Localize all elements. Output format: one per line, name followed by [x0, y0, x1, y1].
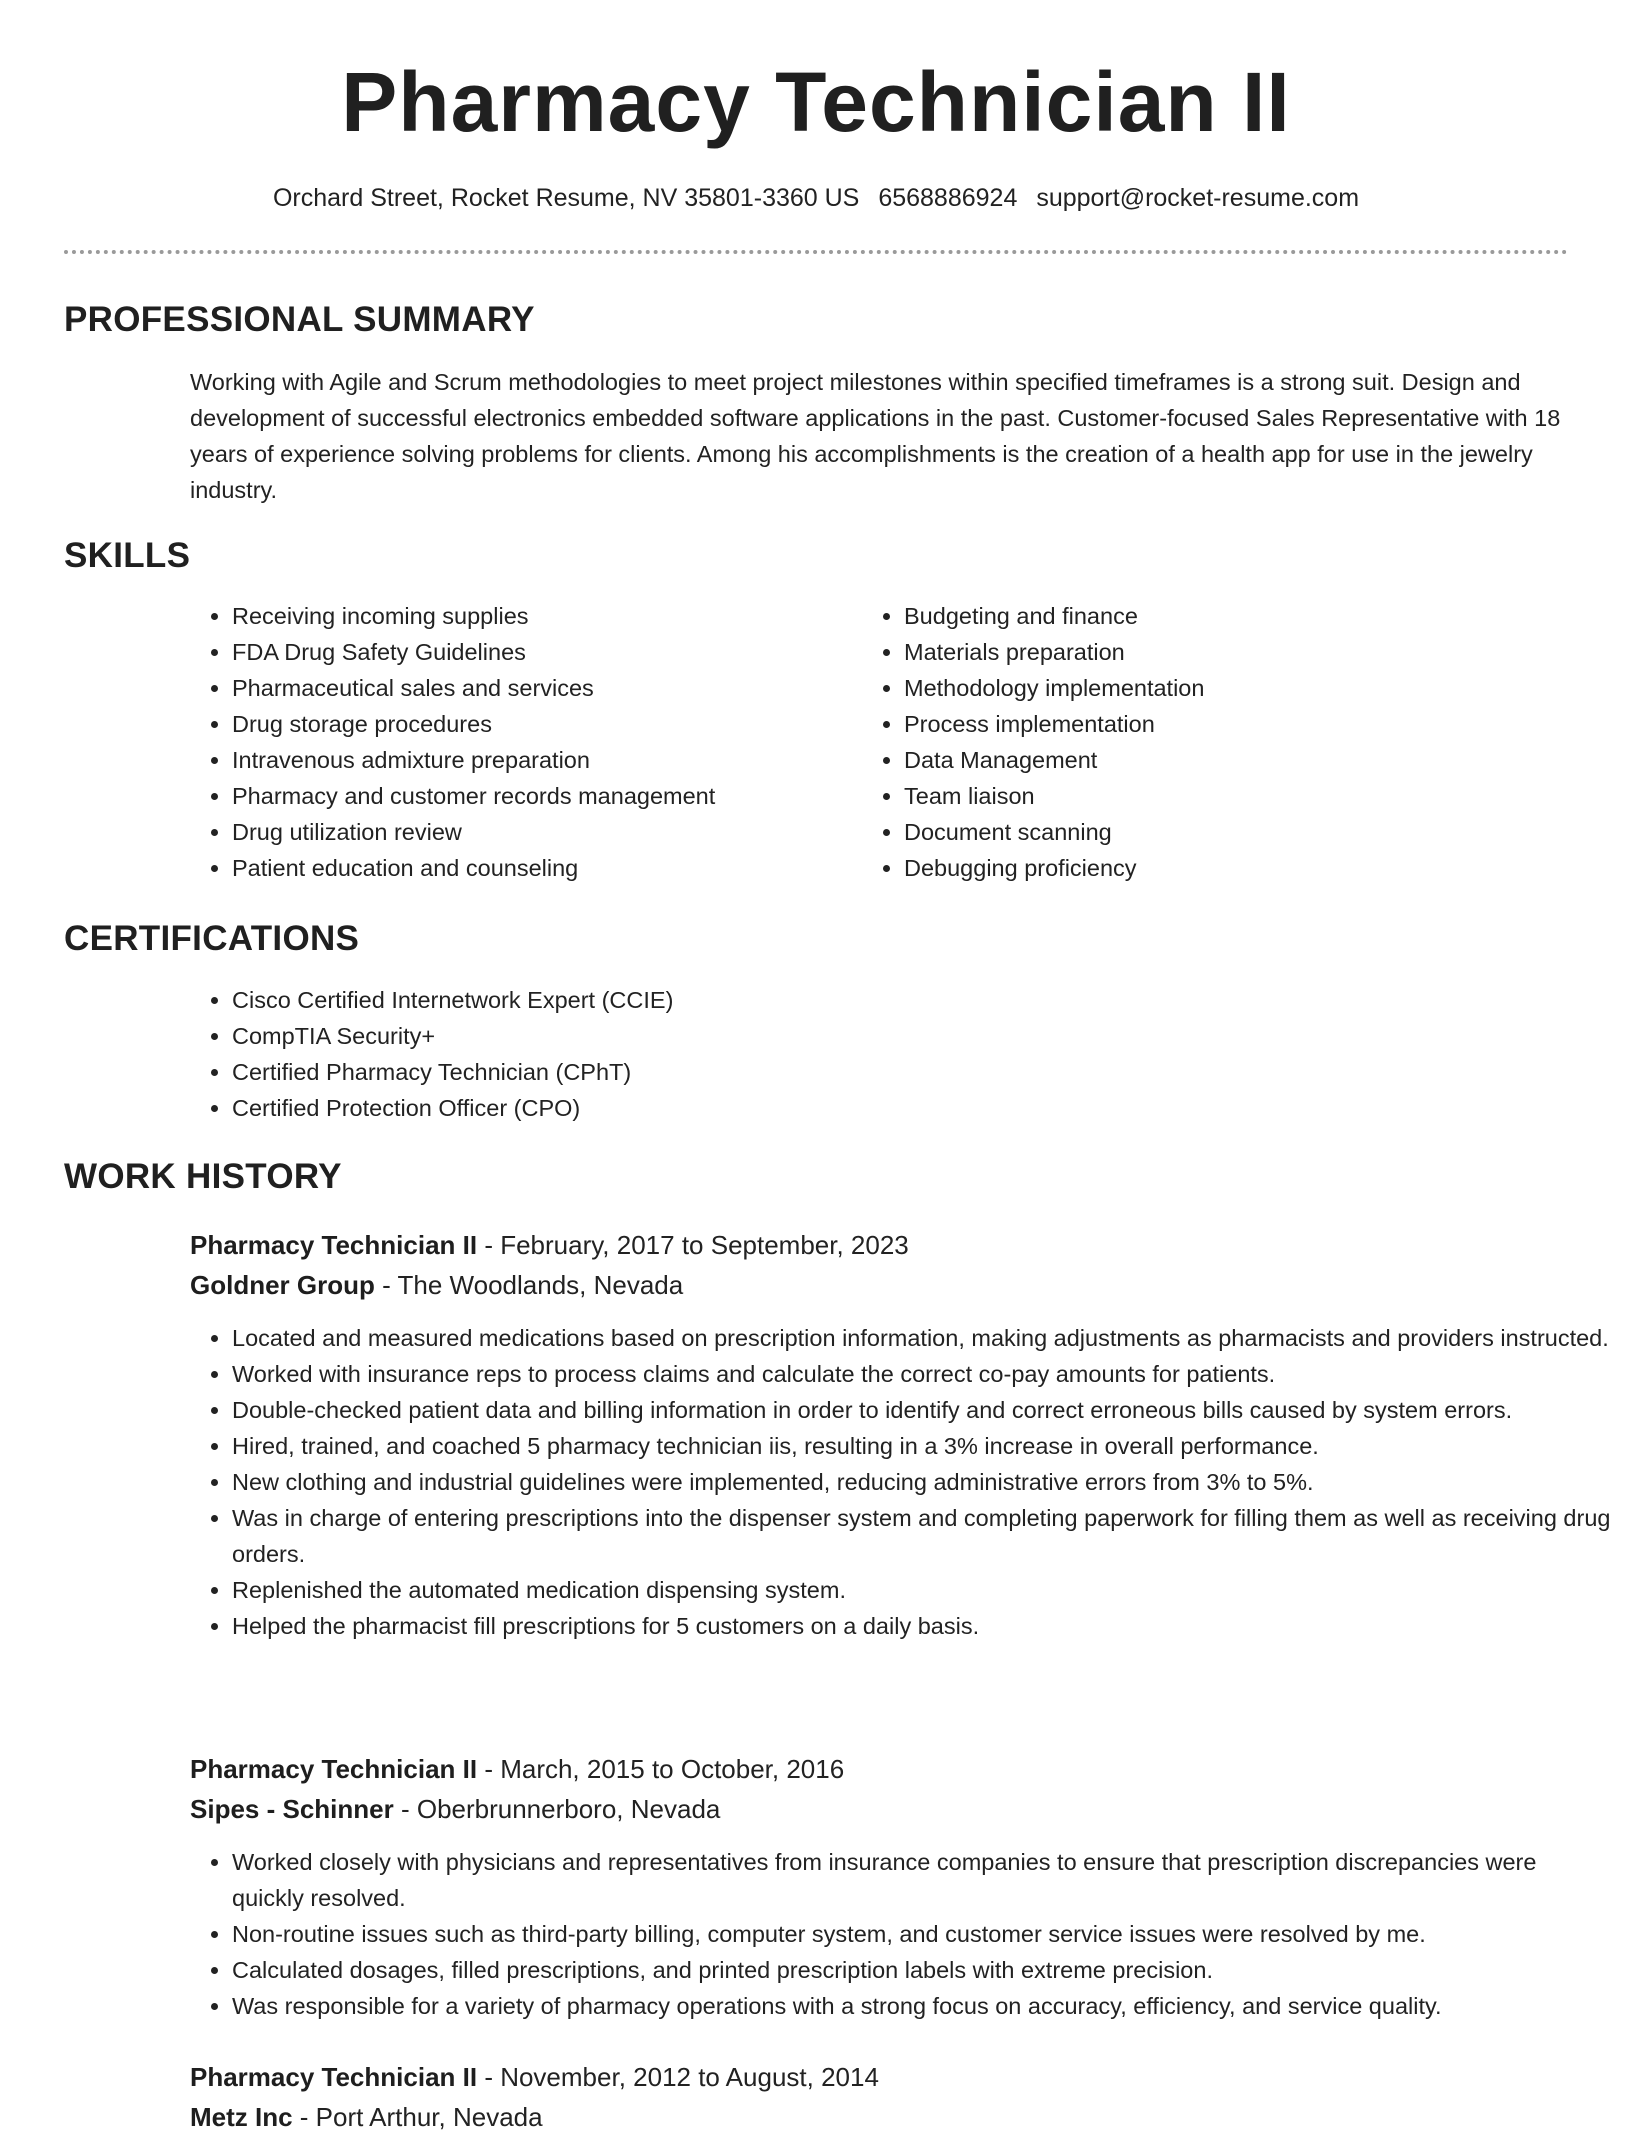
- job-bullets: [188, 1844, 1614, 2024]
- job-location: - Oberbrunnerboro, Nevada: [393, 1794, 721, 1824]
- summary-heading: PROFESSIONAL SUMMARY: [64, 300, 535, 339]
- job-location: - The Woodlands, Nevada: [374, 1270, 684, 1300]
- list-item: • Receiving incoming supplies: [232, 598, 852, 634]
- summary-text: Working with Agile and Scrum methodologies to meet project milestones within specified timeframes is a strong suit. Design and development of successful electronics embedded software applications in the past. Customer-focused Sales Representative with 18 years of experience solving problems for clients. Among his accomplishments is the creation of a health app for use in the jewelry industry.: [190, 369, 1561, 503]
- list-item: • Was in charge of entering prescriptions into the dispenser system and completing paperwork for filling them as well as receiving drug orders.: [232, 1500, 1614, 1572]
- skills-list-left: [188, 598, 852, 886]
- job-company: Metz Inc: [190, 2102, 293, 2132]
- job-bullets: [188, 1320, 1614, 1644]
- list-item: • Located and measured medications based on prescription information, making adjustments as pharmacists and providers instructed.: [232, 1320, 1614, 1356]
- list-item: • Was responsible for a variety of pharmacy operations with a strong focus on accuracy, efficiency, and service quality.: [232, 1988, 1614, 2024]
- list-item: • CompTIA Security+: [232, 1018, 1612, 1054]
- job-company-line: [190, 1789, 720, 1829]
- list-item: • Patient education and counseling: [232, 850, 852, 886]
- list-item: • Intravenous admixture preparation: [232, 742, 852, 778]
- list-item: • Drug utilization review: [232, 814, 852, 850]
- job-dates: - March, 2015 to October, 2016: [477, 1754, 845, 1784]
- job-title-line: [190, 1225, 909, 1265]
- skills-heading: SKILLS: [64, 536, 191, 575]
- list-item: • Worked with insurance reps to process claims and calculate the correct co-pay amounts for patients.: [232, 1356, 1614, 1392]
- job-location: - Port Arthur, Nevada: [292, 2102, 543, 2132]
- list-item: • Document scanning: [904, 814, 1524, 850]
- list-item: • Pharmaceutical sales and services: [232, 670, 852, 706]
- contact-email: support@rocket-resume.com: [1036, 184, 1360, 212]
- job-dates: - November, 2012 to August, 2014: [477, 2062, 879, 2092]
- job-company-line: [190, 2097, 543, 2137]
- job-title-line: [190, 1749, 844, 1789]
- contact-address: Orchard Street, Rocket Resume, NV 35801-3360 US: [272, 184, 860, 212]
- job-company-line: [190, 1265, 683, 1305]
- list-item: • Cisco Certified Internetwork Expert (CCIE): [232, 982, 1612, 1018]
- list-item: • Replenished the automated medication dispensing system.: [232, 1572, 1614, 1608]
- job-title: Pharmacy Technician II: [190, 2062, 478, 2092]
- list-item: • Debugging proficiency: [904, 850, 1524, 886]
- list-item: • Team liaison: [904, 778, 1524, 814]
- contact-phone: 6568886924: [878, 184, 1018, 212]
- list-item: • Methodology implementation: [904, 670, 1524, 706]
- list-item: • Helped the pharmacist fill prescriptions for 5 customers on a daily basis.: [232, 1608, 1614, 1644]
- list-item: • Worked closely with physicians and representatives from insurance companies to ensure that prescription discrepancies were quickly resolved.: [232, 1844, 1614, 1916]
- job-company: Goldner Group: [190, 1270, 375, 1300]
- contact-line: [0, 180, 1632, 216]
- list-item: • Certified Pharmacy Technician (CPhT): [232, 1054, 1612, 1090]
- list-item: • Non-routine issues such as third-party billing, computer system, and customer service issues were resolved by me.: [232, 1916, 1614, 1952]
- list-item: • Calculated dosages, filled prescriptions, and printed prescription labels with extreme precision.: [232, 1952, 1614, 1988]
- list-item: • Hired, trained, and coached 5 pharmacy technician iis, resulting in a 3% increase in overall performance.: [232, 1428, 1614, 1464]
- list-item: • Materials preparation: [904, 634, 1524, 670]
- job-title: Pharmacy Technician II: [190, 1230, 478, 1260]
- list-item: • FDA Drug Safety Guidelines: [232, 634, 852, 670]
- list-item: • Drug storage procedures: [232, 706, 852, 742]
- list-item: • Certified Protection Officer (CPO): [232, 1090, 1612, 1126]
- header-divider: [64, 250, 1568, 254]
- skills-list-right: [860, 598, 1524, 886]
- job-title: Pharmacy Technician II: [190, 1754, 478, 1784]
- list-item: • Budgeting and finance: [904, 598, 1524, 634]
- list-item: • Double-checked patient data and billing information in order to identify and correct erroneous bills caused by system errors.: [232, 1392, 1614, 1428]
- certifications-heading: CERTIFICATIONS: [64, 919, 360, 958]
- job-company: Sipes - Schinner: [190, 1794, 394, 1824]
- work-history-heading: WORK HISTORY: [64, 1157, 342, 1196]
- resume-name: Pharmacy Technician II: [341, 55, 1291, 149]
- list-item: • Data Management: [904, 742, 1524, 778]
- list-item: • Pharmacy and customer records management: [232, 778, 852, 814]
- certifications-list: [188, 982, 1612, 1126]
- list-item: • New clothing and industrial guidelines were implemented, reducing administrative errors from 3% to 5%.: [232, 1464, 1614, 1500]
- list-item: • Process implementation: [904, 706, 1524, 742]
- job-dates: - February, 2017 to September, 2023: [477, 1230, 909, 1260]
- job-title-line: [190, 2057, 879, 2097]
